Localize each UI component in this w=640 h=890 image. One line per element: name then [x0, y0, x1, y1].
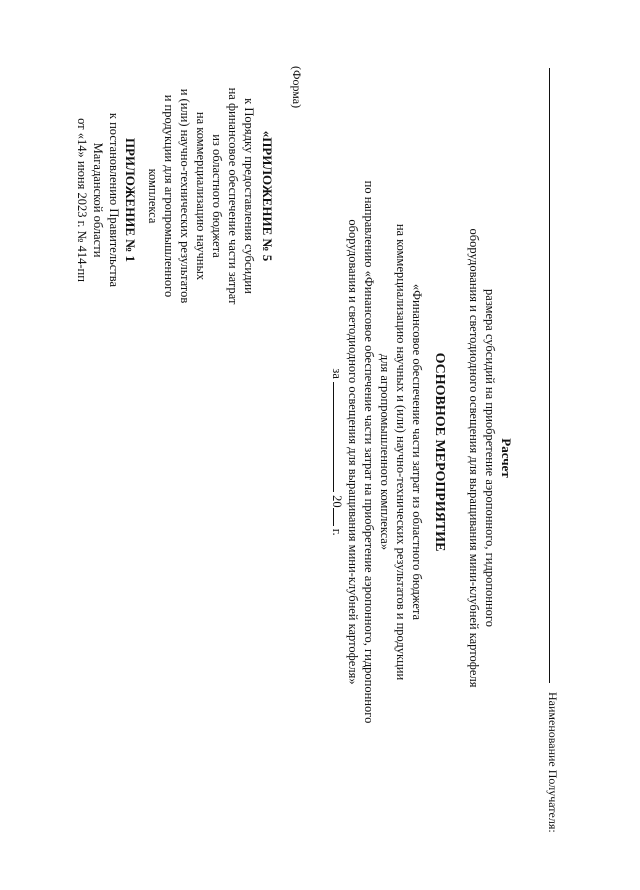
calculation-line1: размера субсидий на приобретение аэропонного, гидропонного	[483, 289, 497, 627]
appendix-1-line2: Магаданской области	[91, 142, 105, 258]
period-year-blank	[333, 508, 334, 526]
appendix-5-title: «ПРИЛОЖЕНИЕ № 5	[260, 130, 275, 262]
appendix-1-title: ПРИЛОЖЕНИЕ № 1	[123, 137, 138, 263]
period-line	[329, 92, 345, 812]
form-note	[289, 66, 304, 108]
calculation-line2: оборудования и светодиодного освещения для выращивания мини-клубней картофеля	[467, 228, 481, 688]
main-event-line5: оборудования и светодиодного освещения для выращивания мини-клубней картофеля»	[346, 219, 360, 685]
appendix-5-line6: и продукции для агропромышленного	[162, 94, 176, 298]
appendix-5-line4: на коммерциализацию научных	[194, 111, 208, 281]
main-event-title: ОСНОВНОЕ МЕРОПРИЯТИЕ	[432, 352, 447, 552]
recipient-label-text: Наименование Получателя:	[546, 692, 560, 833]
recipient-blank	[549, 68, 550, 683]
period-suffix: г.	[330, 528, 344, 536]
recipient-label-row	[545, 692, 560, 833]
period-year: 20	[330, 495, 344, 508]
period-blank	[333, 382, 334, 492]
appendix-1-line3: от «14» июня 2023 г. № 414-пп	[75, 118, 89, 282]
form-note-text: (Форма)	[290, 66, 304, 109]
appendix-5-line1: к Порядку предоставления субсидии	[242, 98, 256, 294]
appendix-5-line3: из областного бюджета	[210, 134, 224, 258]
main-event-line1: «Финансовое обеспечение части затрат из областного бюджета	[410, 283, 424, 621]
appendix-5-line7: комплекса	[146, 168, 160, 224]
appendix-1-block	[74, 80, 138, 320]
appendix-5-line5: и (или) научно-технических результатов	[178, 88, 192, 304]
main-event-line4: по направлению «Финансовое обеспечение части затрат на приобретение аэропонного, гидропонного	[362, 180, 376, 724]
appendix-1-line1: к постановлению Правительства	[107, 112, 121, 288]
main-event-line2: на коммерциализацию научных и (или) научно-технических результатов и продукции	[394, 223, 408, 681]
main-event-line3: для агропромышленного комплекса»	[378, 353, 392, 551]
main-event-block	[329, 92, 447, 812]
appendix-5-line2: на финансовое обеспечение части затрат	[226, 87, 240, 305]
appendix-5-block	[145, 62, 275, 330]
calculation-block	[466, 178, 514, 738]
period-prefix: за	[330, 368, 344, 379]
calculation-title: Расчет	[499, 438, 514, 478]
